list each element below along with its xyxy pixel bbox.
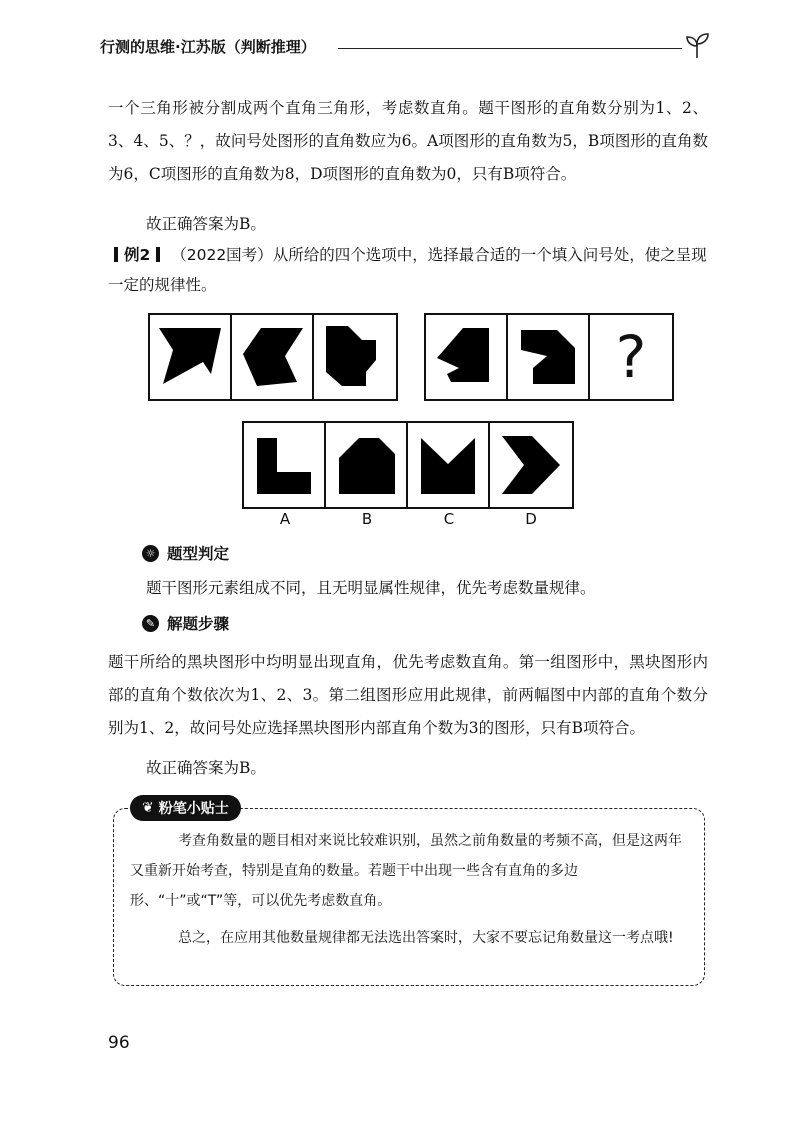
- option-label-d: D: [525, 510, 537, 528]
- option-labels: [244, 510, 574, 528]
- running-header: [100, 30, 712, 60]
- option-b-shape: [329, 428, 403, 502]
- sprout-icon: [682, 30, 712, 60]
- option-a-shape: [247, 428, 321, 502]
- tag-bar-icon: [156, 247, 160, 262]
- figure-shape-4: [429, 320, 503, 394]
- figure-cell: [150, 315, 232, 399]
- example-tag: 例2: [124, 246, 151, 264]
- option-b-cell[interactable]: [326, 423, 408, 507]
- tip-text-1: 考查角数量的题目相对来说比较难识别，虽然之前角数量的考频不高，但是这两年又重新开始考查，特别是直角的数量。若题干中出现一些含有直角的多边形、“十”或“T”等，可以优先考虑数直角。: [130, 833, 682, 909]
- lightbulb-icon: ☼: [142, 545, 159, 562]
- question-group-1: [148, 313, 398, 401]
- example-question: [108, 240, 708, 300]
- page-number: 96: [108, 1033, 130, 1053]
- option-d-shape: [494, 428, 568, 502]
- header-rule: [338, 48, 682, 49]
- answer-conclusion: 故正确答案为B。: [146, 215, 266, 233]
- figure-cell: [426, 315, 508, 399]
- option-c-shape: [411, 428, 485, 502]
- question-cell: [590, 315, 672, 399]
- question-mark: ?: [615, 323, 647, 391]
- figure-shape-5: [511, 320, 585, 394]
- figure-shape-3: [318, 320, 392, 394]
- option-label-a: A: [279, 510, 291, 528]
- option-d-cell[interactable]: [490, 423, 572, 507]
- option-label-b: B: [361, 510, 373, 528]
- answer-conclusion: 故正确答案为B。: [146, 759, 266, 777]
- question-group-2: [424, 313, 674, 401]
- header-title: 行测的思维·江苏版（判断推理）: [100, 38, 316, 56]
- option-label-c: C: [443, 510, 455, 528]
- option-group: [242, 421, 574, 509]
- tip-badge: [130, 795, 241, 821]
- figure-cell: [232, 315, 314, 399]
- pencil-icon: ✎: [142, 615, 159, 632]
- tip-badge-label: 粉笔小贴士: [158, 801, 229, 817]
- type-judgment-text: 题干图形元素组成不同，且无明显属性规律，优先考虑数量规律。: [146, 579, 596, 597]
- explanation-paragraph: 一个三角形被分割成两个直角三角形，考虑数直角。题干图形的直角数分别为1、2、3、4、5、？，故问号处图形的直角数应为6。A项图形的直角数为5，B项图形的直角数为6，C项图形的直角数为8，D项图形的直角数为0，只有B项符合。: [108, 99, 708, 183]
- figure-shape-1: [153, 320, 227, 394]
- section-heading-type: [142, 542, 229, 564]
- tag-bar-icon: [114, 247, 118, 262]
- section-heading-text: 解题步骤: [167, 615, 230, 633]
- option-a-cell[interactable]: [244, 423, 326, 507]
- sprout-icon: ❦: [142, 800, 154, 816]
- section-heading-steps: [142, 612, 229, 634]
- section-heading-text: 题型判定: [167, 545, 230, 563]
- option-c-cell[interactable]: [408, 423, 490, 507]
- figure-cell: [314, 315, 396, 399]
- figure-cell: [508, 315, 590, 399]
- figure-shape-2: [235, 320, 309, 394]
- tip-text-2: 总之，在应用其他数量规律都无法选出答案时，大家不要忘记角数量这一考点哦!: [178, 930, 674, 946]
- solution-steps-text: 题干所给的黑块图形中均明显出现直角，优先考虑数直角。第一组图形中，黑块图形内部的直角个数依次为1、2、3。第二组图形应用此规律，前两幅图中内部的直角个数分别为1、2，故问号处应选择黑块图形内部直角个数为3的图形，只有B项符合。: [108, 653, 708, 737]
- example-text: 从所给的四个选项中，选择最合适的一个填入问号处，使之呈现一定的规律性。: [108, 246, 707, 294]
- example-source: （2022国考）: [171, 246, 273, 264]
